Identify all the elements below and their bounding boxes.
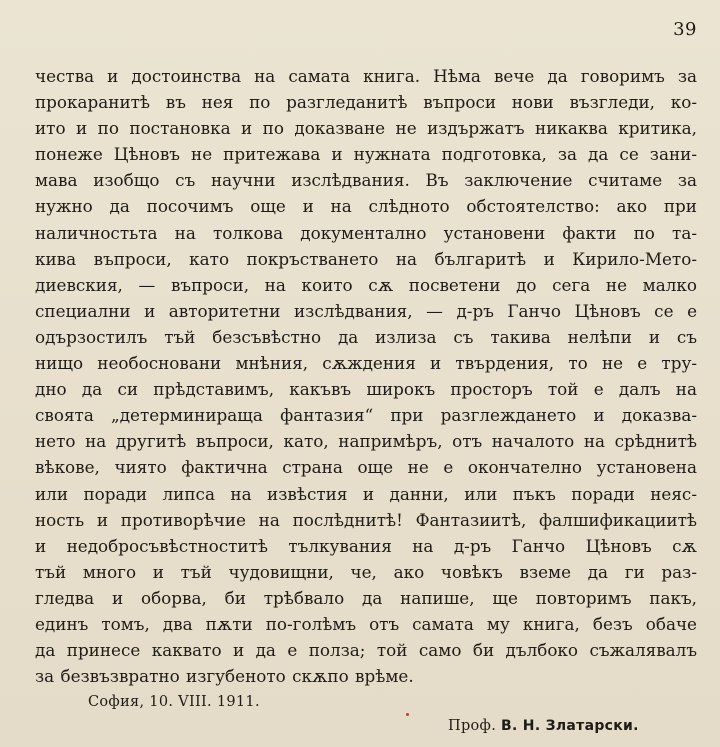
- text-line-1: чества и достоинства на самата книга. Нѣма вече да говоримъ за: [35, 66, 697, 86]
- text-line-9: диевския, — въпроси, на които сѫ посветени до сега не малко: [35, 274, 697, 295]
- text-line-20: тъй много и тъй чудовищни, че, ако човѣкъ вземе да ги раз-: [35, 561, 697, 582]
- text-line-12: нищо необосновани мнѣния, сѫждения и твърдения, то не е тру-: [35, 353, 697, 374]
- body-text: [35, 63, 697, 689]
- text-line-23: да принесе каквато и да е полза; той само би дълбоко съжалявалъ: [35, 640, 697, 661]
- text-line-7: наличностьта на толкова документално установени факти по та-: [35, 222, 697, 243]
- text-line-8: кива въпроси, като покръстването на българитѣ и Кирило-Мето-: [35, 248, 697, 269]
- text-line-17: или поради липса на извѣстия и данни, или пъкъ поради неяс-: [35, 483, 697, 504]
- signature: [448, 718, 639, 734]
- text-line-4: понеже Цѣновъ не притежава и нужната подготовка, за да се зани-: [35, 144, 697, 165]
- text-line-11: одързостилъ тъй безсъвѣстно да излиза съ такива нелѣпи и съ: [35, 326, 697, 347]
- text-line-5: мава изобщо съ научни изслѣдвания. Въ заключение считаме за: [35, 170, 697, 191]
- signature-title: Проф.: [448, 718, 497, 734]
- paper-speck: [406, 713, 409, 716]
- text-line-2: прокаранитѣ въ нея по разгледанитѣ въпроси нови възгледи, ко-: [35, 92, 697, 113]
- text-line-6: нужно да посочимъ още и на слѣдното обстоятелство: ако при: [35, 196, 697, 217]
- text-line-22: единъ томъ, два пѫти по-голѣмъ отъ самата му книга, безъ обаче: [35, 613, 697, 634]
- text-line-16: вѣкове, чиято фактична страна още не е окончателно установена: [35, 457, 697, 478]
- page-number: 39: [673, 19, 697, 40]
- text-line-10: специални и авторитетни изслѣдвания, — д-ръ Ганчо Цѣновъ се е: [35, 300, 697, 321]
- signature-name: В. Н. Златарски.: [501, 718, 639, 734]
- text-line-21: глeдва и оборва, би трѣбвало да напише, ще повторимъ пакъ,: [35, 587, 697, 608]
- text-line-14: своята „детерминираща фантазия“ при разглеждането и доказва-: [35, 405, 697, 426]
- text-line-18: ность и противорѣчие на послѣднитѣ! Фантазиитѣ, фалшификациитѣ: [35, 509, 697, 530]
- text-line-3: ито и по постановка и по доказване не издържатъ никаква критика,: [35, 118, 697, 139]
- text-line-24: за безвъзвратно изгубеното скѫпо врѣме.: [35, 666, 414, 687]
- text-line-13: дно да си прѣдставимъ, какъвъ широкъ просторъ той е далъ на: [35, 379, 697, 400]
- text-line-15: нето на другитѣ въпроси, като, напримѣръ, отъ началото на срѣднитѣ: [35, 431, 697, 452]
- date-line: София, 10. VIII. 1911.: [88, 694, 260, 710]
- text-line-19: и недобросъвѣстноститѣ тълкувания на д-ръ Ганчо Цѣновъ сѫ: [35, 535, 697, 556]
